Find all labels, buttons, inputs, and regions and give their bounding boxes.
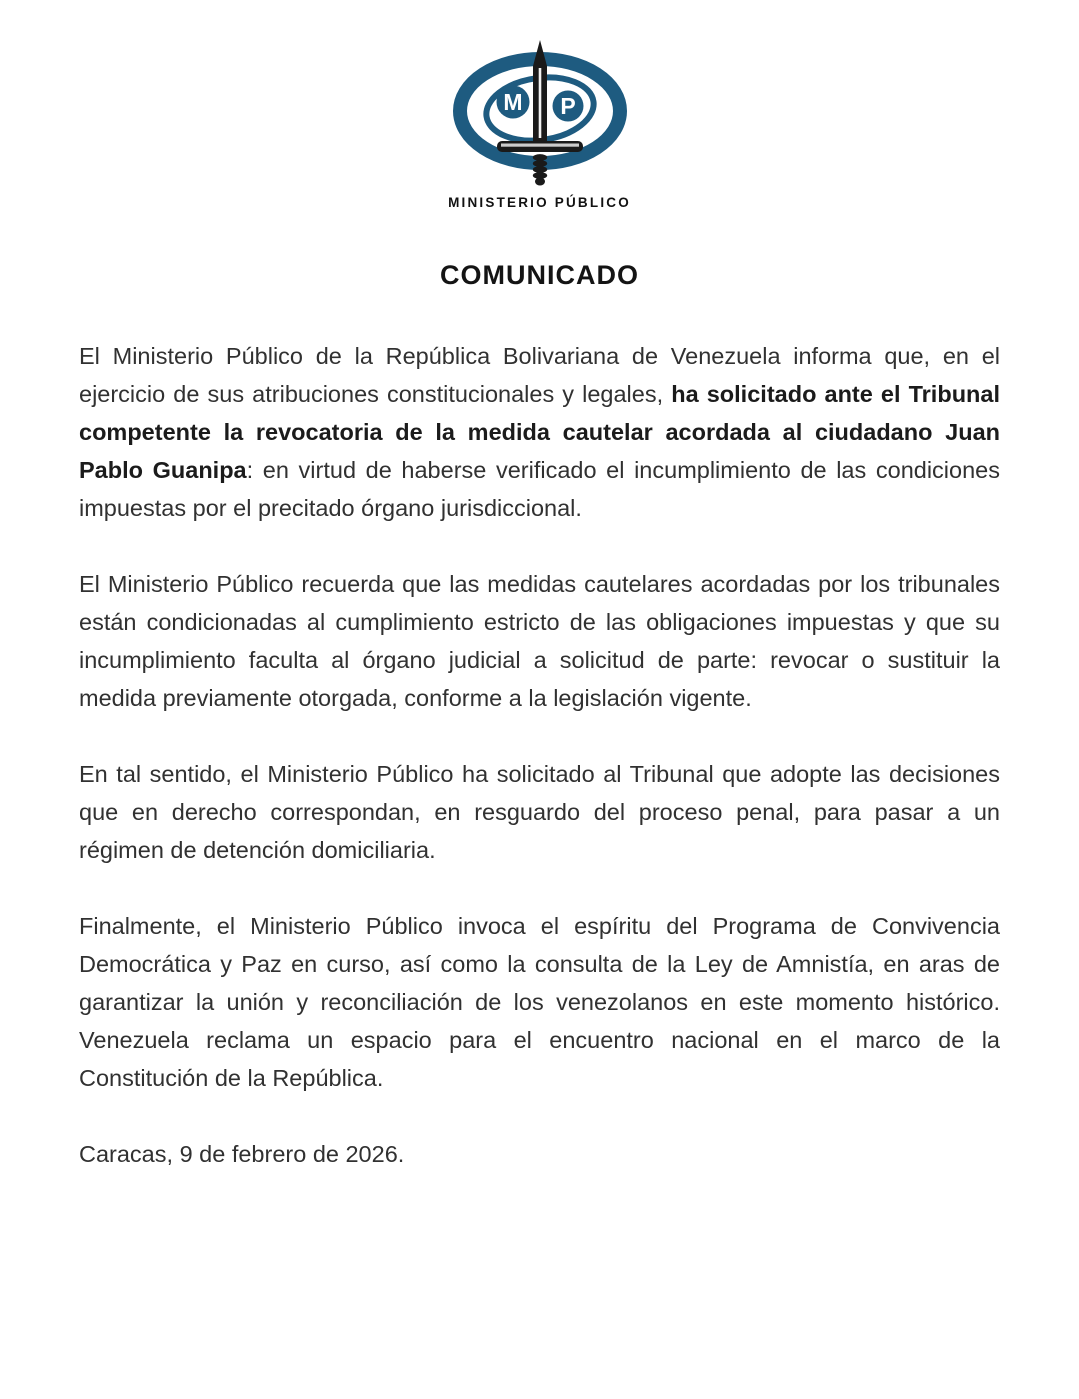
document-title: COMUNICADO	[440, 260, 639, 290]
paragraph-1-lead: El Ministerio Público de la República Bolivariana de Venezuela informa que, en el ejercicio de sus atribuciones constitucionales y legales,	[79, 343, 1000, 407]
paragraph-3: En tal sentido, el Ministerio Público ha solicitado al Tribunal que adopte las decisiones que en derecho correspondan, en resguardo del proceso penal, para pasar a un régimen de detención domiciliaria.	[79, 761, 1000, 863]
paragraph-2: El Ministerio Público recuerda que las medidas cautelares acordadas por los tribunales están condicionadas al cumplimiento estricto de las obligaciones impuestas y que su incumplimiento faculta al órgano judicial a solicitud de parte: revocar o sustituir la medida previamente otorgada, conforme a la legislación vigente.	[79, 571, 1000, 711]
logo-letter-m: M	[502, 89, 523, 115]
mp-seal-icon	[440, 38, 640, 190]
paragraph-1	[79, 337, 1000, 527]
paragraph-1-tail: : en virtud de haberse verificado el incumplimiento de las condiciones impuestas por el precitado órgano jurisdiccional.	[79, 457, 1000, 521]
dateline: Caracas, 9 de febrero de 2026.	[79, 1141, 405, 1167]
logo-caption: MINISTERIO PÚBLICO	[448, 195, 631, 210]
ministerio-publico-logo	[0, 38, 1079, 210]
paragraph-1-bold-request: ha solicitado ante el Tribunal competente la revocatoria de la medida cautelar acordada al ciudadano Juan Pablo Guanipa	[79, 381, 1001, 483]
paragraph-4: Finalmente, el Ministerio Público invoca el espíritu del Programa de Convivencia Democrática y Paz en curso, así como la consulta de la Ley de Amnistía, en aras de garantizar la unión y reconciliación de los venezolanos en este momento histórico. Venezuela reclama un espacio para el encuentro nacional en el marco de la Constitución de la República.	[79, 913, 1000, 1091]
document-body	[79, 337, 1000, 1173]
logo-letter-p: P	[559, 93, 576, 119]
